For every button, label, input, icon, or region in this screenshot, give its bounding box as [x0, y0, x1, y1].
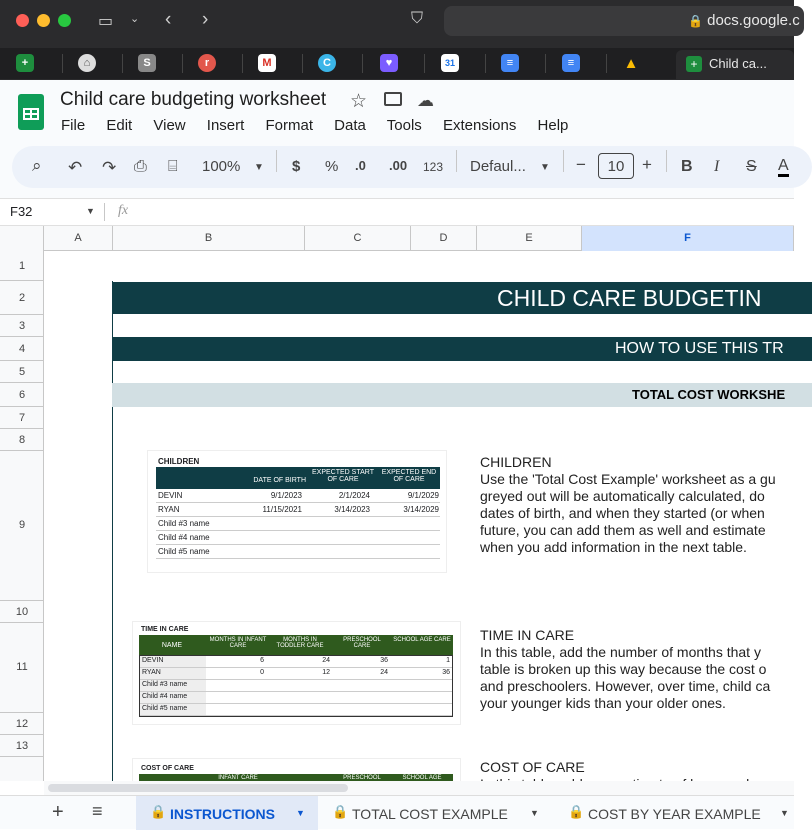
time-table-cell: Child #3 name [142, 681, 188, 688]
column-header-f[interactable]: F [582, 226, 794, 251]
sheet-tab-label: INSTRUCTIONS [170, 806, 275, 822]
url-text: docs.google.c [707, 12, 800, 29]
menu-file[interactable]: File [61, 117, 86, 134]
row-header[interactable]: 12 [0, 713, 44, 735]
column-header-d[interactable]: D [411, 226, 477, 251]
section-line: In this table, add the number of months that y [480, 644, 761, 660]
mini-title: CHILDREN [158, 457, 200, 466]
redo-icon[interactable]: ↷ [102, 158, 117, 177]
move-folder-icon[interactable] [384, 92, 402, 106]
browser-chrome [0, 0, 800, 80]
decrease-decimal-button[interactable]: .0 [355, 158, 366, 173]
children-table-cell: Child #5 name [158, 547, 210, 556]
sheet-tab-label: COST BY YEAR EXAMPLE [588, 806, 761, 822]
minimize-window-button[interactable] [37, 14, 50, 27]
time-table-cell: RYAN [142, 669, 161, 676]
time-table-cell: 36 [442, 669, 450, 676]
column-header-b[interactable]: B [113, 226, 305, 251]
font-size-increase-icon[interactable]: + [642, 155, 652, 174]
how-to-banner: HOW TO USE THIS TR [112, 337, 812, 361]
scrollbar-thumb[interactable] [48, 784, 348, 792]
active-browser-tab[interactable] [676, 50, 794, 79]
sheets-tab-icon[interactable]: + [16, 54, 34, 72]
tab-strip [0, 48, 794, 79]
print-icon[interactable]: ⎙ [134, 158, 147, 175]
sheet-tab-total-cost-example[interactable] [322, 796, 550, 830]
percent-format-button[interactable]: % [325, 158, 339, 175]
time-table-cell: 24 [380, 669, 388, 676]
children-table-row [156, 545, 440, 559]
mini-header: MONTHS IN INFANT CARE [209, 637, 267, 649]
lock-icon: 🔒 [568, 804, 585, 819]
search-icon[interactable]: ⌕ [32, 156, 42, 175]
total-cost-banner: TOTAL COST WORKSHE [112, 383, 812, 407]
font-size-input[interactable]: 10 [598, 153, 634, 179]
section-line: future, you can add them as well and estimate [480, 522, 766, 538]
select-all-corner[interactable] [0, 226, 44, 251]
row-header[interactable]: 3 [0, 315, 44, 337]
row-header[interactable]: 10 [0, 601, 44, 623]
column-header-a[interactable]: A [44, 226, 113, 251]
children-table-image [148, 451, 446, 572]
mini-header: SCHOOL AGE [402, 775, 442, 781]
mini-title: COST OF CARE [141, 765, 194, 772]
children-table-row [156, 517, 440, 531]
font-select[interactable]: Defaul... [470, 158, 526, 175]
mini-header: INFANT CARE [218, 775, 258, 781]
text-color-icon[interactable]: A [778, 158, 789, 177]
formula-bar [0, 198, 794, 226]
mini-header: DATE OF BIRTH [253, 477, 306, 484]
docs-tab-icon-2[interactable]: ≡ [562, 54, 580, 72]
time-in-care-description [480, 627, 810, 712]
mini-header: PRESCHOOL CARE [343, 637, 381, 649]
children-table-row [156, 489, 440, 503]
children-table-row [156, 531, 440, 545]
active-tab-label: Child ca... [709, 56, 767, 71]
column-header-e[interactable]: E [477, 226, 582, 251]
chevron-down-icon[interactable]: ⌄ [130, 13, 140, 25]
sheet-tab-instructions[interactable] [136, 796, 318, 830]
time-table-row [140, 704, 452, 716]
row-header[interactable]: 11 [0, 623, 44, 713]
mini-header-row [156, 467, 440, 489]
font-chevron-down-icon[interactable]: ▼ [540, 162, 550, 173]
zoom-select[interactable]: 100% [202, 158, 241, 175]
time-table-row [140, 692, 452, 704]
mini-rows [156, 489, 440, 559]
row-headers [0, 251, 44, 781]
mini-title: TIME IN CARE [141, 626, 189, 633]
children-table-cell: 11/15/2021 [262, 505, 302, 514]
section-line: Use the 'Total Cost Example' worksheet as a gu [480, 471, 776, 487]
cloud-saved-icon[interactable]: ☁ [417, 91, 434, 110]
lock-icon: 🔒 [688, 14, 703, 28]
sheet-tab-bar [0, 795, 794, 829]
canva-tab-icon[interactable]: C [318, 54, 336, 72]
children-description [480, 454, 810, 556]
chevron-down-icon[interactable]: ▼ [530, 808, 539, 818]
increase-decimal-button[interactable]: .00 [389, 158, 408, 173]
children-table-cell: 2/1/2024 [338, 491, 370, 500]
row-header[interactable]: 7 [0, 407, 44, 429]
bold-button[interactable]: B [681, 158, 693, 175]
section-line: your younger kids than your older ones. [480, 695, 726, 711]
section-line: table is broken up this way because the cost o [480, 661, 767, 677]
s-tab-icon[interactable]: S [138, 54, 156, 72]
docs-tab-icon[interactable]: ≡ [501, 54, 519, 72]
lock-icon: 🔒 [332, 804, 349, 819]
section-line: when you add information in the next table. [480, 539, 747, 555]
children-table-cell: DEVIN [158, 491, 183, 500]
fx-icon: fx [118, 203, 129, 218]
section-heading: COST OF CARE [480, 759, 585, 775]
children-table-row [156, 503, 440, 517]
r-tab-icon[interactable]: r [198, 54, 216, 72]
italic-button[interactable]: I [714, 158, 720, 175]
row-header[interactable]: 13 [0, 735, 44, 757]
section-line: dates of birth, and when they started (or when [480, 505, 765, 521]
section-heading: TIME IN CARE [480, 627, 575, 643]
row-header[interactable]: 4 [0, 337, 44, 361]
name-box[interactable]: F32 [10, 204, 33, 219]
horizontal-scrollbar[interactable] [44, 781, 794, 795]
heart-tab-icon[interactable]: ♥ [380, 54, 398, 72]
section-heading: CHILDREN [480, 454, 552, 470]
children-table-cell: 9/1/2029 [407, 491, 439, 500]
star-icon[interactable]: ☆ [350, 91, 368, 112]
sheet-tab-cost-by-year-example[interactable] [558, 796, 794, 830]
time-table-cell: 6 [260, 657, 264, 664]
section-line: greyed out will be automatically calculated, do [480, 488, 765, 504]
children-table-cell: 3/14/2029 [403, 505, 439, 514]
currency-format-button[interactable]: $ [292, 158, 301, 175]
menu-bar [61, 117, 585, 134]
zoom-chevron-down-icon[interactable]: ▼ [254, 162, 264, 173]
shield-icon[interactable]: ⛉ [411, 10, 424, 27]
row-header[interactable]: 9 [0, 451, 44, 601]
time-table-cell: DEVIN [142, 657, 164, 664]
lock-icon: 🔒 [150, 804, 167, 819]
row-header[interactable]: 8 [0, 429, 44, 451]
sheet-grid[interactable] [45, 251, 794, 781]
toolbar-divider [666, 150, 667, 172]
mini-header: PRESCHOOL [343, 775, 381, 781]
children-table-cell: 3/14/2023 [334, 505, 370, 514]
mini-rows [139, 655, 453, 717]
close-window-button[interactable] [16, 14, 29, 27]
menu-format[interactable]: Format [265, 117, 313, 134]
children-table-cell: 9/1/2023 [270, 491, 302, 500]
row-header[interactable]: 5 [0, 361, 44, 383]
document-title[interactable]: Child care budgeting worksheet [60, 89, 327, 110]
row-header[interactable]: 2 [0, 281, 44, 315]
number-format-button[interactable]: 123 [423, 160, 444, 174]
sheets-logo-icon[interactable] [18, 94, 44, 130]
all-sheets-icon[interactable]: ≡ [92, 801, 103, 821]
undo-icon[interactable]: ↶ [68, 158, 83, 177]
sheet-tab-label: TOTAL COST EXAMPLE [352, 806, 508, 822]
url-bar[interactable] [444, 6, 804, 36]
mini-header: NAME [161, 642, 183, 649]
toolbar-divider [563, 150, 564, 172]
time-table-cell: Child #5 name [142, 705, 188, 712]
children-table-cell: Child #3 name [158, 519, 210, 528]
gmail-tab-icon[interactable]: M [258, 54, 276, 72]
children-table-cell: Child #4 name [158, 533, 210, 542]
site-tab-icon[interactable]: ⌂ [78, 54, 96, 72]
sheets-icon: + [686, 56, 702, 72]
row-header[interactable]: 6 [0, 383, 44, 407]
mini-header: SCHOOL AGE CARE [393, 637, 451, 643]
toolbar-divider [276, 150, 277, 172]
time-table-cell: 36 [380, 657, 388, 664]
row-header[interactable]: 1 [0, 251, 44, 281]
chevron-down-icon[interactable]: ▼ [780, 808, 789, 818]
mini-header: EXPECTED START OF CARE [312, 469, 374, 483]
add-sheet-icon[interactable]: + [52, 801, 64, 823]
time-table-cell: Child #4 name [142, 693, 188, 700]
time-table-row [140, 656, 452, 668]
time-table-cell: 1 [446, 657, 450, 664]
children-table-cell: RYAN [158, 505, 180, 514]
forward-icon[interactable]: › [202, 9, 209, 30]
paint-format-icon[interactable]: ⌸ [168, 158, 178, 175]
menu-data[interactable]: Data [334, 117, 366, 134]
mini-header: MONTHS IN TODDLER CARE [276, 637, 324, 649]
time-table-row [140, 668, 452, 680]
drive-tab-icon[interactable]: ▲ [623, 54, 639, 72]
time-table-cell: 12 [322, 669, 330, 676]
strikethrough-icon[interactable]: S [746, 158, 757, 175]
column-header-c[interactable]: C [305, 226, 411, 251]
name-box-chevron-down-icon[interactable]: ▼ [86, 206, 95, 216]
formula-divider [104, 203, 105, 221]
mini-header-row [139, 635, 453, 655]
menu-tools[interactable]: Tools [386, 117, 422, 134]
mini-header: EXPECTED END OF CARE [381, 469, 437, 483]
menu-extensions[interactable]: Extensions [442, 117, 517, 134]
font-size-decrease-icon[interactable]: − [576, 155, 586, 174]
time-table-cell: 24 [322, 657, 330, 664]
time-in-care-table-image [133, 622, 460, 724]
menu-insert[interactable]: Insert [206, 117, 245, 134]
menu-help[interactable]: Help [537, 117, 569, 134]
menu-view[interactable]: View [153, 117, 186, 134]
toolbar-divider [456, 150, 457, 172]
back-icon[interactable]: ‹ [165, 9, 172, 30]
time-table-row [140, 680, 452, 692]
zoom-window-button[interactable] [58, 14, 71, 27]
menu-edit[interactable]: Edit [106, 117, 133, 134]
calendar-tab-icon[interactable]: 31 [441, 54, 459, 72]
chevron-down-icon[interactable]: ▼ [296, 808, 305, 818]
sidebar-icon[interactable]: ▭ [98, 13, 114, 30]
section-line: and preschoolers. However, over time, child ca [480, 678, 771, 694]
sheet-title-banner: CHILD CARE BUDGETIN [112, 282, 812, 314]
time-table-cell: 0 [260, 669, 264, 676]
column-headers [0, 226, 794, 251]
